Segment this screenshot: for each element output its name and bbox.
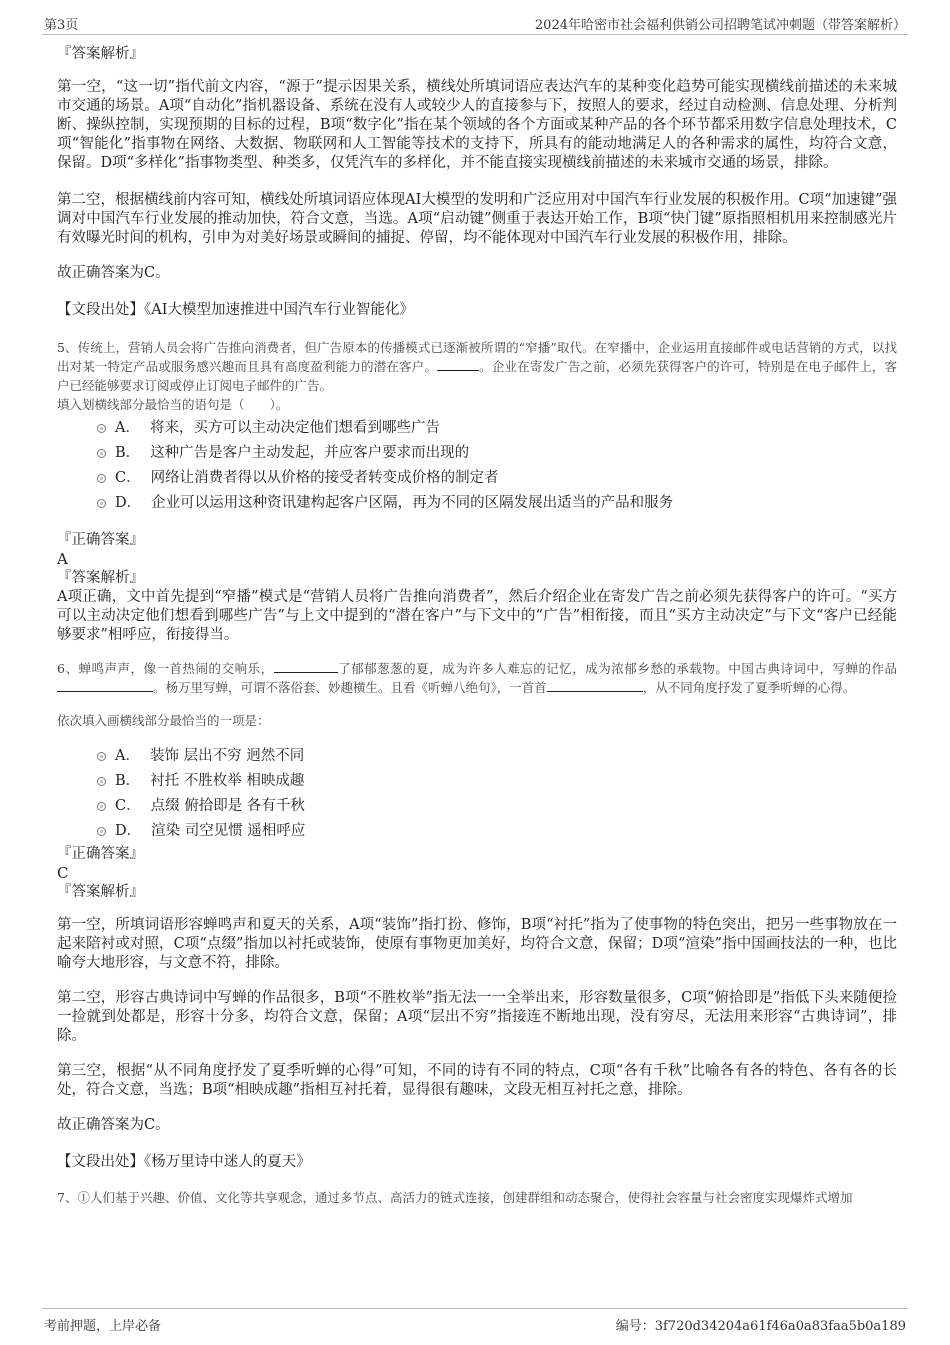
q6-conclusion: 故正确答案为C。 [57,1117,170,1133]
radio-icon[interactable] [97,449,106,458]
radio-icon[interactable] [97,474,106,483]
q5-option-a[interactable]: A． 将来，买方可以主动决定他们想看到哪些广告 [57,416,897,441]
page-content [57,44,897,1207]
radio-icon[interactable] [97,777,106,786]
q6-stem: 6、蝉鸣声声，像一首热闹的交响乐， 了郁郁葱葱的夏，成为许多人难忘的记忆，成为浓郁乡愁的承载物。中国古典诗词中，写蝉的作品。杨万里写蝉，可谓不落俗套、妙趣横生。且看《听蝉八绝句》，一首首 ，从不同角度抒发了夏季听蝉的心得。 [57,661,897,695]
q4-analysis-paragraph-1: 第一空，“这一切”指代前文内容，“源于”提示因果关系，横线处所填词语应表达汽车的某种变化趋势可能实现横线前描述的未来城市交通的场景。A项“自动化”指机器设备、系统在没有人或较少人的直接参与下，按照人的要求，经过自动检测、信息处理、分析判断、操纵控制，实现预期的目标的过程，B项“数字化”指在某个领域的各个方面或某种产品的各个环节都采用数字信息处理技术，C项“智能化”指事物在网络、大数据、物联网和人工智能等技术的支持下，所具有的能动地满足人的各种需求的属性，均符合文意，保留。D项“多样化”指事物类型、种类多，仅凭汽车的多样化，并不能直接实现横线前描述的未来城市交通的场景，排除。 [57,79,897,171]
q5-option-c[interactable]: C． 网络让消费者得以从价格的接受者转变成价格的制定者 [57,466,897,491]
q5-option-d[interactable]: D． 企业可以运用这种资讯建构起客户区隔，再为不同的区隔发展出适当的产品和服务 [57,491,897,516]
page-header [42,12,908,35]
radio-icon[interactable] [97,499,106,508]
q7-stem: 7、①人们基于兴趣、价值、文化等共享观念，通过多节点、高活力的链式连接，创建群组和动态聚合，使得社会容量与社会密度实现爆炸式增加 [57,1190,853,1205]
radio-icon[interactable] [97,752,106,761]
q5-correct-label: 『正确答案』 [57,532,144,548]
q6-option-c[interactable]: C． 点缀 俯拾即是 各有千秋 [57,794,897,819]
q5-option-b[interactable]: B． 这种广告是客户主动发起，并应客户要求而出现的 [57,441,897,466]
q6-analysis-paragraph-1: 第一空，所填词语形容蝉鸣声和夏天的关系，A项“装饰”指打扮、修饰，B项“衬托”指为了使事物的特色突出，把另一些事物放在一起来陪衬或对照，C项“点缀”指加以衬托或装饰，使原有事物更加美好，均符合文意，保留；D项“渲染”指中国画技法的一种，也比喻夸大地形容，与文意不符，排除。 [57,917,897,971]
radio-icon[interactable] [97,424,106,433]
q6-options [57,744,897,844]
radio-icon[interactable] [97,802,106,811]
page-footer [42,1308,908,1335]
document-title: 2024年哈密市社会福利供销公司招聘笔试冲刺题（带答案解析） [534,18,906,33]
q5-blank [437,358,479,371]
q5-stem: 5、传统上，营销人员会将广告推向消费者，但广告原本的传播模式已逐渐被所谓的“窄播”取代。在窄播中，企业运用直接邮件或电话营销的方式，以找出对某一特定产品或服务感兴趣而且具有高度盈利能力的潜在客户。 。企业在寄发广告之前，必须先获得客户的许可，特别是在电子邮件上，客户已经能够要求订阅或停止订阅电子邮件的广告。 [57,340,897,393]
q6-option-d[interactable]: D． 渲染 司空见惯 遥相呼应 [57,819,897,844]
q5-prompt: 填入划横线部分最恰当的语句是（ ）。 [57,397,289,412]
q6-correct-label: 『正确答案』 [57,846,144,862]
document-serial: 编号：3f720d34204a61f46a0a83faa5b0a189 [615,1319,906,1334]
q4-conclusion: 故正确答案为C。 [57,265,170,281]
q4-analysis-paragraph-2: 第二空，根据横线前内容可知，横线处所填词语应体现AI大模型的发明和广泛应用对中国汽车行业发展的积极作用。C项“加速键”强调对中国汽车行业发展的推动加快，符合文意，当选。A项“启动键”侧重于表达开始工作，B项“快门键”原指照相机用来控制感光片有效曝光时间的机构，引申为对美好场景或瞬间的捕捉、停留，均不能体现对中国汽车行业发展的积极作用，排除。 [57,192,897,246]
q6-option-a[interactable]: A． 装饰 层出不穷 迥然不同 [57,744,897,769]
page-number: 第3页 [44,18,79,33]
q6-blank-1 [274,660,338,673]
q4-source: 【文段出处】《AI大模型加速推进中国汽车行业智能化》 [57,302,414,318]
q6-analysis-paragraph-3: 第三空，根据“从不同角度抒发了夏季听蝉的心得”可知，不同的诗有不同的特点，C项“各有千秋”比喻各有各的特色、各有各的长处，符合文意，当选；B项“相映成趣”指相互衬托着，显得很有趣味，文段无相互衬托之意，排除。 [57,1063,897,1098]
q6-analysis-label: 『答案解析』 [57,884,144,900]
q6-source: 【文段出处】《杨万里诗中迷人的夏天》 [57,1154,311,1170]
radio-icon[interactable] [97,827,106,836]
q6-blank-3 [547,679,643,692]
q5-analysis-label: 『答案解析』 [57,570,144,586]
q6-option-b[interactable]: B． 衬托 不胜枚举 相映成趣 [57,769,897,794]
q6-blank-2 [57,679,153,692]
q5-correct-answer: A [57,550,68,568]
footer-slogan: 考前押题，上岸必备 [44,1319,162,1334]
q6-prompt: 依次填入画横线部分最恰当的一项是： [57,713,270,728]
q5-options [57,416,897,516]
q6-analysis-paragraph-2: 第二空，形容古典诗词中写蝉的作品很多，B项“不胜枚举”指无法一一全举出来，形容数量很多，C项“俯拾即是”指低下头来随便捡一捡就到处都是，形容十分多，均符合文意，保留；A项“层出不穷”指接连不断地出现，没有穷尽，无法用来形容“古典诗词”，排除。 [57,990,897,1044]
q4-analysis-label: 『答案解析』 [57,46,144,62]
q6-correct-answer: C [57,864,69,882]
q5-analysis: A项正确，文中首先提到“窄播”模式是“营销人员将广告推向消费者”，然后介绍企业在寄发广告之前必须先获得客户的许可。“买方可以主动决定他们想看到哪些广告”与上文中提到的“潜在客户”与下文中的“广告”相衔接，而且“买方主动决定”与下文“客户已经能够要求”相呼应，衔接得当。 [57,589,897,643]
